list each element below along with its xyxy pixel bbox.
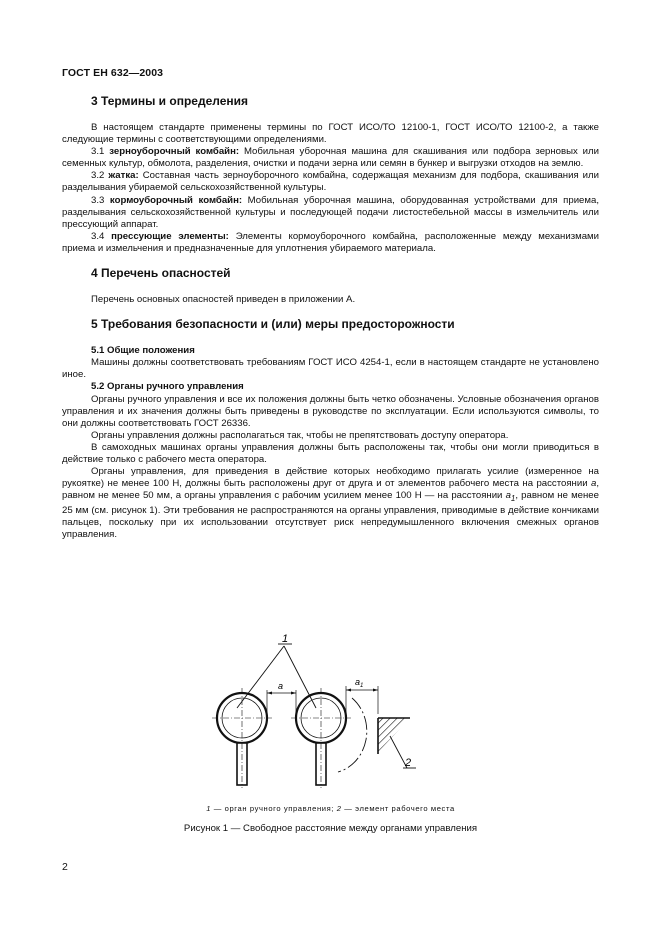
figure-label-1: 1 (282, 633, 289, 645)
paragraph-5-2-1: Органы ручного управления и все их положения должны быть четко обозначены. Условные обозначения органов управления и их значения должны быть приведены в руководстве по эксплуатации. Если используются символы, то они должны соответствовать ГОСТ 26336. (62, 393, 599, 429)
swing-arc (338, 698, 367, 772)
section-3-title: 3 Термины и определения (91, 94, 249, 108)
paragraph-5-2-2: Органы управления должны располагаться так, чтобы не препятствовать доступу оператора. (91, 429, 509, 441)
figure-caption: Рисунок 1 — Свободное расстояние между органами управления (183, 823, 478, 834)
document-body (62, 94, 599, 542)
control-knob-left (212, 688, 272, 788)
dimension-a (267, 690, 296, 714)
term-3-1: 3.1 зерноуборочный комбайн: Мобильная уборочная машина для скашивания или подбора зерновых или семенных культур, обмолота, разделения, очистки и подачи зерна или семян в бункер и выгрузки отходов на землю. (62, 146, 599, 170)
figure-legend: 1 — орган ручного управления; 2 — элемент рабочего места (206, 804, 455, 813)
dimension-a1 (346, 686, 378, 714)
control-knob-right (291, 688, 351, 788)
term-3-3: 3.3 кормоуборочный комбайн: Мобильная уборочная машина, оборудованная устройствами для приема, разделывания сельскохозяйственной культуры и последующей подачи листостебельной массы в измельчитель или прессующий аппарат. (62, 194, 599, 230)
section-5-title: 5 Требования безопасности и (или) меры предосторожности (91, 317, 455, 332)
term-3-2: 3.2 жатка: Составная часть зерноуборочного комбайна, содержащая механизм для подбора, скашивания или разделывания убираемой сельскохозяйственной культуры. (62, 170, 599, 194)
term-3-4: 3.4 прессующие элементы: Элементы кормоуборочного комбайна, расположенные между механизмами приема и измельчения и предназначенные для уплотнения убираемого материала. (62, 230, 599, 254)
figure-label-a1: $a_1$ (355, 677, 364, 689)
page-number: 2 (62, 861, 68, 873)
section-4-title: 4 Перечень опасностей (91, 266, 231, 281)
document-header: ГОСТ ЕН 632—2003 (62, 67, 164, 79)
figure-1-drawing (200, 632, 430, 792)
section-4-text: Перечень основных опасностей приведен в приложении А. (91, 294, 356, 306)
workplace-element (378, 718, 410, 754)
subsection-5-1-text: Машины должны соответствовать требованиям ГОСТ ИСО 4254-1, если в настоящем стандарте не установлено иное. (62, 357, 599, 381)
paragraph-5-2-3: В самоходных машинах органы управления должны быть расположены так, чтобы они могли приводиться в действие только с рабочего места оператора. (62, 441, 599, 465)
paragraph-5-2-4: Органы управления, для приведения в действие которых необходимо прилагать усилие (измеренное на рукоятке) не менее 100 Н, должны быть расположены друг от друга и от элементов рабочего места на расстоянии а, равном не менее 50 мм, а органы управления с рабочим усилием менее 100 Н — на расстоянии $а_1$, равном не менее 25 мм (см. рисунок 1). Эти требования не распространяются на органы управления, приводимые в действие кончиками пальцев, поскольку при их использовании отсутствует риск непредумышленного включения смежных органов управления. (62, 466, 599, 541)
subsection-5-2-title: 5.2 Органы ручного управления (91, 381, 244, 393)
figure-label-2: 2 (405, 757, 412, 769)
figure-label-a: a (278, 681, 284, 691)
subsection-5-1-title: 5.1 Общие положения (91, 345, 195, 357)
section-3-intro: В настоящем стандарте применены термины по ГОСТ ИСО/ТО 12100-1, ГОСТ ИСО/ТО 12100-2, а также следующие термины с соответствующими определениями. (62, 122, 599, 146)
